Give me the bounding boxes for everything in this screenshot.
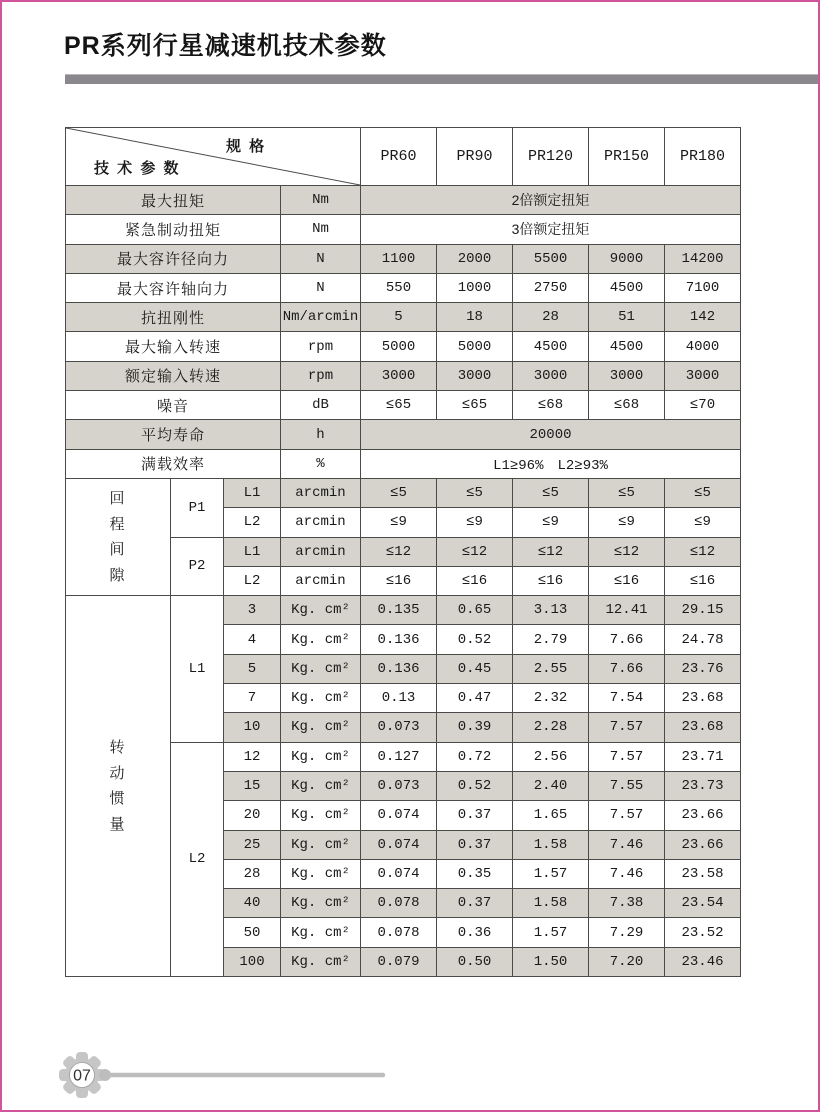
- param-value-cell: 4000: [665, 332, 741, 361]
- inertia-value-cell: 2.79: [513, 625, 589, 654]
- inertia-value-cell: 0.52: [437, 771, 513, 800]
- inertia-value-cell: 0.073: [361, 771, 437, 800]
- inertia-value-cell: 0.65: [437, 596, 513, 625]
- inertia-value-cell: 0.35: [437, 859, 513, 888]
- param-unit-cell: N: [281, 273, 361, 302]
- param-unit-cell: rpm: [281, 361, 361, 390]
- inertia-unit-cell: Kg. cm²: [281, 654, 361, 683]
- model-header-cell: PR150: [589, 128, 665, 186]
- inertia-unit-cell: Kg. cm²: [281, 596, 361, 625]
- inertia-value-cell: 23.73: [665, 771, 741, 800]
- param-value-cell: 3000: [589, 361, 665, 390]
- param-value-cell: 3000: [665, 361, 741, 390]
- inertia-ratio-cell: 40: [224, 889, 281, 918]
- backlash-value-cell: ≤12: [665, 537, 741, 566]
- inertia-value-cell: 1.58: [513, 830, 589, 859]
- param-value-cell: 5000: [437, 332, 513, 361]
- param-value-cell: 14200: [665, 244, 741, 273]
- param-label-cell: 抗扭刚性: [66, 303, 281, 332]
- backlash-load-cell: L1: [224, 537, 281, 566]
- inertia-value-cell: 1.57: [513, 918, 589, 947]
- param-unit-cell: Nm: [281, 215, 361, 244]
- inertia-ratio-cell: 10: [224, 713, 281, 742]
- inertia-ratio-cell: 12: [224, 742, 281, 771]
- inertia-value-cell: 0.136: [361, 625, 437, 654]
- inertia-unit-cell: Kg. cm²: [281, 801, 361, 830]
- inertia-ratio-cell: 50: [224, 918, 281, 947]
- backlash-value-cell: ≤9: [589, 508, 665, 537]
- param-value-cell: 5000: [361, 332, 437, 361]
- backlash-value-cell: ≤12: [589, 537, 665, 566]
- param-value-cell: 1100: [361, 244, 437, 273]
- param-value-cell: 1000: [437, 273, 513, 302]
- inertia-value-cell: 1.65: [513, 801, 589, 830]
- param-value-cell: 2000: [437, 244, 513, 273]
- inertia-value-cell: 7.66: [589, 654, 665, 683]
- backlash-value-cell: ≤12: [437, 537, 513, 566]
- backlash-unit-cell: arcmin: [281, 508, 361, 537]
- model-header-cell: PR60: [361, 128, 437, 186]
- inertia-value-cell: 23.58: [665, 859, 741, 888]
- inertia-section-label: 转动惯量: [66, 596, 171, 977]
- inertia-value-cell: 7.46: [589, 830, 665, 859]
- param-value-cell: 7100: [665, 273, 741, 302]
- inertia-ratio-cell: 7: [224, 684, 281, 713]
- inertia-value-cell: 2.55: [513, 654, 589, 683]
- inertia-value-cell: 0.078: [361, 918, 437, 947]
- table-corner-cell: [66, 128, 361, 186]
- inertia-value-cell: 1.50: [513, 947, 589, 976]
- backlash-section-label: 回程间隙: [66, 478, 171, 595]
- param-value-cell: 5: [361, 303, 437, 332]
- param-value-cell: 4500: [589, 273, 665, 302]
- inertia-value-cell: 1.58: [513, 889, 589, 918]
- inertia-ratio-cell: 5: [224, 654, 281, 683]
- backlash-unit-cell: arcmin: [281, 478, 361, 507]
- inertia-value-cell: 0.39: [437, 713, 513, 742]
- page-title: PR系列行星减速机技术参数: [64, 32, 387, 60]
- inertia-value-cell: 7.57: [589, 742, 665, 771]
- model-header-cell: PR180: [665, 128, 741, 186]
- backlash-value-cell: ≤9: [513, 508, 589, 537]
- param-value-cell: 3000: [513, 361, 589, 390]
- inertia-value-cell: 23.66: [665, 830, 741, 859]
- inertia-value-cell: 2.40: [513, 771, 589, 800]
- inertia-unit-cell: Kg. cm²: [281, 947, 361, 976]
- backlash-value-cell: ≤16: [513, 566, 589, 595]
- inertia-value-cell: 0.13: [361, 684, 437, 713]
- inertia-ratio-cell: 4: [224, 625, 281, 654]
- backlash-value-cell: ≤9: [361, 508, 437, 537]
- inertia-unit-cell: Kg. cm²: [281, 713, 361, 742]
- inertia-value-cell: 0.136: [361, 654, 437, 683]
- param-unit-cell: h: [281, 420, 361, 449]
- param-unit-cell: dB: [281, 391, 361, 420]
- param-merged-value-cell: 20000: [361, 420, 741, 449]
- inertia-unit-cell: Kg. cm²: [281, 918, 361, 947]
- param-value-cell: 18: [437, 303, 513, 332]
- backlash-load-cell: L2: [224, 566, 281, 595]
- inertia-value-cell: 2.32: [513, 684, 589, 713]
- inertia-value-cell: 0.37: [437, 830, 513, 859]
- inertia-value-cell: 0.073: [361, 713, 437, 742]
- inertia-value-cell: 0.52: [437, 625, 513, 654]
- corner-label-spec: 规 格: [226, 138, 267, 155]
- param-value-cell: 4500: [589, 332, 665, 361]
- backlash-grade-cell: P1: [171, 478, 224, 537]
- param-unit-cell: Nm: [281, 186, 361, 215]
- backlash-value-cell: ≤5: [665, 478, 741, 507]
- param-value-cell: 4500: [513, 332, 589, 361]
- param-value-cell: 2750: [513, 273, 589, 302]
- inertia-value-cell: 24.78: [665, 625, 741, 654]
- backlash-value-cell: ≤5: [361, 478, 437, 507]
- inertia-value-cell: 0.074: [361, 801, 437, 830]
- inertia-value-cell: 23.68: [665, 713, 741, 742]
- param-value-cell: ≤68: [589, 391, 665, 420]
- corner-label-tech-params: 技 术 参 数: [94, 160, 181, 177]
- backlash-unit-cell: arcmin: [281, 566, 361, 595]
- param-value-cell: 9000: [589, 244, 665, 273]
- inertia-value-cell: 23.76: [665, 654, 741, 683]
- param-value-cell: ≤65: [437, 391, 513, 420]
- param-merged-value-cell: 2倍额定扭矩: [361, 186, 741, 215]
- inertia-unit-cell: Kg. cm²: [281, 742, 361, 771]
- model-header-cell: PR120: [513, 128, 589, 186]
- inertia-unit-cell: Kg. cm²: [281, 771, 361, 800]
- param-value-cell: 28: [513, 303, 589, 332]
- param-label-cell: 噪音: [66, 391, 281, 420]
- param-value-cell: 3000: [437, 361, 513, 390]
- inertia-value-cell: 7.38: [589, 889, 665, 918]
- inertia-value-cell: 0.36: [437, 918, 513, 947]
- inertia-value-cell: 7.66: [589, 625, 665, 654]
- inertia-value-cell: 0.135: [361, 596, 437, 625]
- inertia-value-cell: 23.66: [665, 801, 741, 830]
- gear-page-icon: [59, 1052, 105, 1098]
- page-number: 07: [73, 1067, 91, 1085]
- inertia-value-cell: 2.28: [513, 713, 589, 742]
- inertia-unit-cell: Kg. cm²: [281, 859, 361, 888]
- title-accent-bar: [65, 74, 818, 84]
- inertia-value-cell: 0.074: [361, 830, 437, 859]
- inertia-value-cell: 0.078: [361, 889, 437, 918]
- param-unit-cell: Nm/arcmin: [281, 303, 361, 332]
- inertia-unit-cell: Kg. cm²: [281, 889, 361, 918]
- backlash-value-cell: ≤16: [665, 566, 741, 595]
- inertia-value-cell: 0.47: [437, 684, 513, 713]
- param-label-cell: 紧急制动扭矩: [66, 215, 281, 244]
- inertia-unit-cell: Kg. cm²: [281, 684, 361, 713]
- page-footer: [55, 1048, 395, 1104]
- inertia-load-cell: L1: [171, 596, 224, 742]
- inertia-unit-cell: Kg. cm²: [281, 625, 361, 654]
- backlash-unit-cell: arcmin: [281, 537, 361, 566]
- inertia-value-cell: 7.29: [589, 918, 665, 947]
- inertia-ratio-cell: 15: [224, 771, 281, 800]
- inertia-value-cell: 7.57: [589, 713, 665, 742]
- param-label-cell: 最大容许轴向力: [66, 273, 281, 302]
- param-label-cell: 最大容许径向力: [66, 244, 281, 273]
- model-header-cell: PR90: [437, 128, 513, 186]
- inertia-value-cell: 7.20: [589, 947, 665, 976]
- param-value-cell: 51: [589, 303, 665, 332]
- inertia-load-cell: L2: [171, 742, 224, 976]
- inertia-value-cell: 12.41: [589, 596, 665, 625]
- inertia-value-cell: 0.72: [437, 742, 513, 771]
- inertia-value-cell: 0.37: [437, 801, 513, 830]
- spec-table: [65, 127, 741, 977]
- backlash-grade-cell: P2: [171, 537, 224, 596]
- inertia-value-cell: 0.074: [361, 859, 437, 888]
- param-label-cell: 满载效率: [66, 449, 281, 478]
- backlash-value-cell: ≤9: [437, 508, 513, 537]
- inertia-ratio-cell: 100: [224, 947, 281, 976]
- backlash-value-cell: ≤16: [361, 566, 437, 595]
- inertia-value-cell: 7.55: [589, 771, 665, 800]
- inertia-value-cell: 23.68: [665, 684, 741, 713]
- inertia-value-cell: 23.52: [665, 918, 741, 947]
- param-label-cell: 最大输入转速: [66, 332, 281, 361]
- backlash-value-cell: ≤5: [513, 478, 589, 507]
- inertia-value-cell: 0.079: [361, 947, 437, 976]
- backlash-load-cell: L1: [224, 478, 281, 507]
- backlash-value-cell: ≤16: [589, 566, 665, 595]
- inertia-value-cell: 3.13: [513, 596, 589, 625]
- inertia-value-cell: 23.71: [665, 742, 741, 771]
- backlash-value-cell: ≤5: [437, 478, 513, 507]
- inertia-value-cell: 0.45: [437, 654, 513, 683]
- inertia-value-cell: 1.57: [513, 859, 589, 888]
- param-label-cell: 平均寿命: [66, 420, 281, 449]
- inertia-ratio-cell: 20: [224, 801, 281, 830]
- param-value-cell: 142: [665, 303, 741, 332]
- param-merged-value-cell: L1≥96% L2≥93%: [361, 449, 741, 478]
- inertia-value-cell: 0.50: [437, 947, 513, 976]
- inertia-value-cell: 29.15: [665, 596, 741, 625]
- backlash-value-cell: ≤12: [513, 537, 589, 566]
- param-value-cell: ≤70: [665, 391, 741, 420]
- param-value-cell: ≤68: [513, 391, 589, 420]
- backlash-value-cell: ≤16: [437, 566, 513, 595]
- param-unit-cell: rpm: [281, 332, 361, 361]
- inertia-ratio-cell: 25: [224, 830, 281, 859]
- param-label-cell: 额定输入转速: [66, 361, 281, 390]
- param-value-cell: 5500: [513, 244, 589, 273]
- param-value-cell: ≤65: [361, 391, 437, 420]
- param-value-cell: 550: [361, 273, 437, 302]
- inertia-unit-cell: Kg. cm²: [281, 830, 361, 859]
- param-merged-value-cell: 3倍额定扭矩: [361, 215, 741, 244]
- param-unit-cell: N: [281, 244, 361, 273]
- inertia-value-cell: 7.46: [589, 859, 665, 888]
- param-label-cell: 最大扭矩: [66, 186, 281, 215]
- param-unit-cell: %: [281, 449, 361, 478]
- backlash-value-cell: ≤9: [665, 508, 741, 537]
- inertia-value-cell: 0.37: [437, 889, 513, 918]
- inertia-value-cell: 7.54: [589, 684, 665, 713]
- backlash-value-cell: ≤12: [361, 537, 437, 566]
- inertia-value-cell: 23.46: [665, 947, 741, 976]
- inertia-ratio-cell: 28: [224, 859, 281, 888]
- backlash-load-cell: L2: [224, 508, 281, 537]
- inertia-value-cell: 0.127: [361, 742, 437, 771]
- param-value-cell: 3000: [361, 361, 437, 390]
- backlash-value-cell: ≤5: [589, 478, 665, 507]
- inertia-ratio-cell: 3: [224, 596, 281, 625]
- inertia-value-cell: 23.54: [665, 889, 741, 918]
- inertia-value-cell: 7.57: [589, 801, 665, 830]
- inertia-value-cell: 2.56: [513, 742, 589, 771]
